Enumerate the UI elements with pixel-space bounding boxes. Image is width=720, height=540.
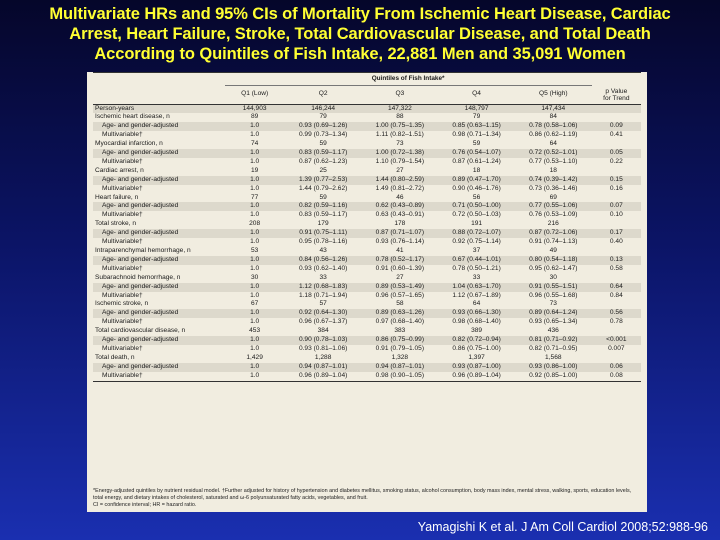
row-label: Multivariable† (102, 184, 143, 192)
table-cell: 191 (471, 220, 483, 228)
col-header-label (93, 86, 225, 105)
row-label: Age- and gender-adjusted (93, 283, 225, 292)
table-cell (592, 104, 641, 113)
col-header-q3: Q3 (362, 86, 439, 105)
table-cell: 0.97 (0.68–1.40) (375, 318, 425, 326)
results-table (93, 72, 641, 382)
table-cell: 1,429 (246, 353, 263, 361)
table-cell: 79 (319, 113, 327, 121)
table-cell: 1.0 (225, 176, 285, 185)
table-cell: 0.72 (0.52–1.01) (515, 149, 592, 158)
table-cell: 179 (317, 220, 329, 228)
table-cell: 384 (317, 327, 329, 335)
table-cell: 0.93 (0.81–1.06) (298, 344, 348, 352)
col-header-q5: Q5 (High) (515, 86, 592, 105)
table-cell: 43 (319, 247, 327, 254)
table-cell: 0.93 (0.86–1.00) (515, 363, 592, 372)
table-cell: 1.0 (225, 256, 285, 265)
table-cell: 0.96 (0.67–1.37) (298, 318, 348, 326)
table-cell: 1.04 (0.63–1.70) (438, 283, 515, 292)
table-cell: 33 (472, 273, 481, 281)
table-cell: 77 (250, 193, 259, 201)
table-cell: 59 (319, 140, 327, 148)
table-cell: 146,244 (285, 104, 362, 113)
section-count-row (93, 167, 641, 176)
table-cell: 0.92 (0.85–1.00) (515, 372, 592, 381)
table-cell: 0.58 (609, 264, 623, 272)
table-cell: 1.0 (225, 336, 285, 345)
table-cell: 73 (396, 140, 404, 148)
table-cell: 0.62 (0.43–0.89) (362, 202, 439, 211)
row-label: Age- and gender-adjusted (93, 256, 225, 265)
table-footnotes (93, 488, 641, 509)
table-cell: 1,288 (314, 353, 332, 361)
table-cell: 0.89 (0.47–1.70) (438, 176, 515, 185)
section-estimate-row (93, 185, 641, 194)
table-cell: 0.64 (592, 283, 641, 292)
table-cell: 0.63 (0.43–0.91) (375, 211, 425, 219)
table-cell: 0.90 (0.78–1.03) (285, 336, 362, 345)
col-header-q1: Q1 (Low) (225, 86, 285, 105)
table-cell: 89 (250, 113, 259, 121)
table-cell: 0.84 (609, 291, 623, 299)
table-cell: 0.80 (0.54–1.18) (515, 256, 592, 265)
section-estimate-row (93, 283, 641, 292)
table-cell: 0.96 (0.89–1.04) (438, 372, 515, 381)
section-estimate-row (93, 292, 641, 301)
table-cell: 1.00 (0.72–1.38) (362, 149, 439, 158)
table-cell: 0.92 (0.75–1.14) (452, 238, 501, 246)
table-cell: 0.76 (0.54–1.07) (438, 149, 515, 158)
section-estimate-row (93, 238, 641, 247)
table-cell: 144,903 (225, 104, 285, 113)
row-label: Ischemic stroke, n (95, 300, 149, 308)
row-label: Age- and gender-adjusted (93, 202, 225, 211)
table-cell: 74 (250, 140, 259, 148)
table-cell: 389 (471, 327, 483, 335)
table-cell: 0.86 (0.62–1.19) (529, 131, 578, 139)
col-header-p-value (592, 86, 641, 105)
section-estimate-row (93, 202, 641, 211)
table-cell: 1.0 (250, 264, 260, 272)
table-cell: 1.12 (0.67–1.89) (452, 291, 501, 299)
table-cell: 0.86 (0.75–1.00) (452, 344, 501, 352)
quintiles-header: Quintiles of Fish Intake* (225, 73, 592, 86)
table-cell: 0.06 (592, 363, 641, 372)
table-cell: 1.0 (250, 157, 260, 165)
section-estimate-row (93, 363, 641, 372)
table-cell: 1.0 (250, 344, 260, 352)
table-cell: 0.15 (592, 176, 641, 185)
table-cell: 0.92 (0.64–1.30) (285, 309, 362, 318)
table-cell: 0.87 (0.72–1.06) (515, 229, 592, 238)
section-estimate-row (93, 265, 641, 274)
footnote-adjustment: *Energy-adjusted quintiles by nutrient residual model. †Further adjusted for history of hypertension and diabetes mellitus, smoking status, alcohol consumption, body mass index, mental stress, walking, sports, education levels, total energy, and dietary intakes of cholesterol, saturated and ω-6 polyunsaturated fatty acids, vegetables, and fruit. (93, 488, 632, 501)
table-cell: 0.99 (0.73–1.34) (298, 131, 348, 139)
table-cell: 30 (549, 273, 557, 281)
table-cell: 27 (396, 166, 404, 174)
table-cell: 0.77 (0.53–1.10) (529, 157, 578, 165)
row-label: Age- and gender-adjusted (93, 229, 225, 238)
table-cell: 18 (472, 166, 481, 174)
p-value-line-1: p Value (605, 87, 628, 95)
table-cell: 0.05 (592, 149, 641, 158)
table-cell: 148,797 (438, 104, 515, 113)
section-estimate-row (93, 372, 641, 381)
table-cell: 0.78 (0.52–1.17) (362, 256, 439, 265)
table-cell: 1.0 (225, 283, 285, 292)
table-cell: 0.93 (0.69–1.26) (285, 122, 362, 131)
row-label: Age- and gender-adjusted (93, 149, 225, 158)
section-estimate-row (93, 229, 641, 238)
table-cell: 0.84 (0.56–1.26) (285, 256, 362, 265)
table-cell: 59 (472, 140, 481, 148)
table-cell: 1.0 (250, 131, 260, 139)
table-cell: 0.91 (0.79–1.05) (375, 344, 425, 352)
person-years-label: Person-years (93, 104, 225, 113)
table-cell: 0.13 (592, 256, 641, 265)
p-value-line-2: for Trend (603, 94, 630, 102)
table-cell: 1.0 (225, 309, 285, 318)
table-cell: 0.93 (0.62–1.40) (298, 264, 348, 272)
table-cell: 0.86 (0.75–0.99) (362, 336, 439, 345)
row-label: Age- and gender-adjusted (93, 336, 225, 345)
table-cell: 1.0 (225, 363, 285, 372)
table-cell: 0.78 (0.58–1.06) (515, 122, 592, 131)
title-line-1: Multivariate HRs and 95% CIs of Mortality From Ischemic Heart Disease, Cardiac (49, 5, 671, 23)
section-estimate-row (93, 256, 641, 265)
table-cell (592, 140, 641, 149)
table-cell: 0.93 (0.76–1.14) (375, 238, 425, 246)
table-cell: 147,322 (362, 104, 439, 113)
table-cell: 0.73 (0.36–1.46) (529, 184, 578, 192)
section-estimate-row (93, 211, 641, 220)
title-line-3: According to Quintiles of Fish Intake, 22,881 Men and 35,091 Women (94, 45, 626, 63)
table-cell: 33 (319, 273, 327, 281)
section-estimate-row (93, 131, 641, 140)
table-cell: 0.91 (0.60–1.39) (375, 264, 425, 272)
table-cell: 59 (319, 193, 327, 201)
table-cell: 178 (394, 220, 406, 228)
title-line-2: Arrest, Heart Failure, Stroke, Total Cardiovascular Disease, and Total Death (69, 25, 651, 43)
table-cell: 0.94 (0.87–1.01) (285, 363, 362, 372)
table-cell: 41 (396, 247, 404, 254)
table-cell: 0.93 (0.65–1.34) (529, 318, 578, 326)
table-cell: 0.83 (0.59–1.17) (298, 211, 348, 219)
table-cell: 1.18 (0.71–1.94) (298, 291, 348, 299)
table-cell: 0.90 (0.46–1.76) (452, 184, 501, 192)
table-cell: 1.0 (250, 184, 260, 192)
table-cell: 30 (250, 273, 259, 281)
table-cell (592, 327, 641, 336)
row-label: Heart failure, n (95, 193, 139, 201)
table-cell: 1.44 (0.79–2.62) (298, 184, 348, 192)
table-cell: 0.09 (592, 122, 641, 131)
table-cell: 0.007 (608, 344, 625, 352)
row-label: Age- and gender-adjusted (93, 309, 225, 318)
row-label: Myocardial infarction, n (95, 140, 163, 148)
section-count-row (93, 247, 641, 256)
column-header-row (93, 86, 641, 105)
person-years-row (93, 104, 641, 113)
table-cell: 1.12 (0.68–1.83) (285, 283, 362, 292)
row-label: Age- and gender-adjusted (93, 176, 225, 185)
table-cell: 0.85 (0.63–1.15) (438, 122, 515, 131)
table-cell: 0.93 (0.87–1.00) (438, 363, 515, 372)
row-label: Multivariable† (102, 238, 143, 246)
row-label: Multivariable† (102, 291, 143, 299)
table-cell: 0.96 (0.55–1.68) (529, 291, 578, 299)
table-cell: 0.40 (609, 238, 623, 246)
table-cell: 0.88 (0.72–1.07) (438, 229, 515, 238)
section-count-row (93, 274, 641, 283)
table-cell: 0.89 (0.53–1.49) (362, 283, 439, 292)
row-label: Intraparenchymal hemorrhage, n (95, 247, 191, 254)
col-header-q4: Q4 (438, 86, 515, 105)
results-table-card (87, 72, 647, 512)
table-cell: 1.0 (250, 318, 260, 326)
table-cell: 27 (396, 273, 404, 281)
table-cell: 0.82 (0.71–0.95) (529, 344, 578, 352)
table-cell: 0.91 (0.75–1.11) (285, 229, 362, 238)
section-count-row (93, 140, 641, 149)
table-cell: 0.89 (0.63–1.26) (362, 309, 439, 318)
table-cell (592, 274, 641, 283)
table-cell: 0.41 (609, 131, 623, 139)
table-cell (592, 194, 641, 203)
table-cell: 1.00 (0.75–1.35) (362, 122, 439, 131)
table-cell: 0.95 (0.78–1.16) (298, 238, 348, 246)
row-label: Multivariable† (102, 318, 143, 326)
section-estimate-row (93, 336, 641, 345)
table-cell: 58 (396, 300, 404, 308)
table-cell: 0.78 (609, 318, 623, 326)
section-count-row (93, 327, 641, 336)
section-count-row (93, 194, 641, 203)
table-cell: 0.82 (0.72–0.94) (438, 336, 515, 345)
table-cell: 216 (547, 220, 559, 228)
section-estimate-row (93, 122, 641, 131)
table-cell: 1.0 (250, 238, 260, 246)
table-cell: 1,328 (391, 353, 409, 361)
col-header-q2: Q2 (285, 86, 362, 105)
table-cell: 1.0 (225, 202, 285, 211)
row-label: Cardiac arrest, n (95, 166, 144, 174)
table-cell: 19 (250, 166, 259, 174)
table-cell: 1.0 (225, 149, 285, 158)
section-estimate-row (93, 318, 641, 327)
row-label: Multivariable† (93, 372, 225, 381)
table-cell: 0.93 (0.66–1.30) (438, 309, 515, 318)
table-cell: 0.87 (0.62–1.23) (298, 157, 348, 165)
table-cell: 25 (319, 166, 327, 174)
table-cell: 0.87 (0.61–1.24) (452, 157, 501, 165)
table-cell: 453 (249, 327, 261, 335)
section-count-row (93, 300, 641, 309)
table-cell: 0.95 (0.62–1.47) (529, 264, 578, 272)
table-cell: 49 (549, 247, 557, 254)
table-cell: 18 (549, 166, 557, 174)
footnote-abbreviations: CI = confidence interval; HR = hazard ratio. (93, 502, 197, 508)
table-cell: 0.10 (609, 211, 623, 219)
row-label: Age- and gender-adjusted (93, 122, 225, 131)
section-estimate-row (93, 158, 641, 167)
table-cell: 0.96 (0.89–1.04) (285, 372, 362, 381)
table-cell: 0.07 (592, 202, 641, 211)
group-header-row (93, 73, 641, 86)
table-cell: 1.10 (0.79–1.54) (375, 157, 425, 165)
table-cell: 0.22 (609, 157, 623, 165)
row-label: Total death, n (95, 353, 135, 361)
table-cell: 0.78 (0.50–1.21) (452, 264, 501, 272)
table-cell: 0.76 (0.53–1.09) (529, 211, 578, 219)
table-cell: 53 (250, 247, 259, 254)
slide-title (0, 4, 720, 64)
table-cell: 79 (472, 113, 481, 121)
table-cell: 1.0 (225, 372, 285, 381)
section-estimate-row (93, 176, 641, 185)
table-cell (592, 354, 641, 363)
row-label: Multivariable† (102, 157, 143, 165)
table-cell: 0.94 (0.87–1.01) (362, 363, 439, 372)
row-label: Multivariable† (102, 264, 143, 272)
table-cell (592, 247, 641, 256)
table-cell: 0.16 (609, 184, 623, 192)
table-cell: 64 (472, 300, 481, 308)
table-cell: 0.08 (592, 372, 641, 381)
table-cell: 0.91 (0.55–1.51) (515, 283, 592, 292)
row-label: Multivariable† (102, 211, 143, 219)
table-cell: 0.89 (0.64–1.24) (515, 309, 592, 318)
table-cell: 67 (250, 300, 259, 308)
table-cell (592, 113, 641, 122)
table-cell: 436 (547, 327, 559, 335)
row-label: Subarachnoid hemorrhage, n (95, 273, 181, 281)
table-cell: 57 (319, 300, 327, 308)
table-cell: 1.0 (250, 211, 260, 219)
table-cell: 0.71 (0.50–1.00) (438, 202, 515, 211)
table-cell: 56 (472, 193, 481, 201)
table-cell: 69 (549, 193, 557, 201)
section-count-row (93, 354, 641, 363)
table-cell: 0.72 (0.50–1.03) (452, 211, 501, 219)
row-label: Total cardiovascular disease, n (95, 327, 186, 335)
table-cell: 1,568 (545, 353, 562, 361)
table-cell: 37 (472, 247, 481, 254)
table-cell: 1.39 (0.77–2.53) (285, 176, 362, 185)
table-cell: 1.11 (0.82–1.51) (375, 131, 424, 139)
section-count-row (93, 220, 641, 229)
table-cell: 84 (549, 113, 557, 121)
table-cell: 0.67 (0.44–1.01) (438, 256, 515, 265)
section-estimate-row (93, 149, 641, 158)
table-cell: 46 (396, 193, 404, 201)
table-cell: 0.77 (0.55–1.06) (515, 202, 592, 211)
citation: Yamagishi K et al. J Am Coll Cardiol 2008;52:988-96 (417, 520, 708, 534)
row-label: Ischemic heart disease, n (95, 113, 170, 121)
table-cell: <0.001 (592, 336, 641, 345)
table-cell: 0.56 (592, 309, 641, 318)
table-cell: 0.83 (0.59–1.17) (285, 149, 362, 158)
table-cell: 1.49 (0.81–2.72) (375, 184, 425, 192)
table-cell: 208 (249, 220, 261, 228)
table-cell: 0.91 (0.74–1.13) (529, 238, 578, 246)
table-cell: 147,434 (515, 104, 592, 113)
row-label: Multivariable† (102, 344, 143, 352)
row-label: Multivariable† (102, 131, 143, 139)
table-cell: 383 (394, 327, 406, 335)
row-label: Total stroke, n (95, 220, 137, 228)
table-cell: 1.0 (225, 229, 285, 238)
table-cell: 1,397 (468, 353, 485, 361)
table-cell: 0.81 (0.71–0.92) (515, 336, 592, 345)
row-label: Age- and gender-adjusted (93, 363, 225, 372)
table-cell: 0.96 (0.57–1.65) (375, 291, 425, 299)
section-estimate-row (93, 345, 641, 354)
table-cell: 0.87 (0.71–1.07) (362, 229, 439, 238)
table-cell: 0.82 (0.59–1.16) (285, 202, 362, 211)
table-cell: 0.98 (0.68–1.40) (452, 318, 501, 326)
table-cell: 1.0 (250, 291, 260, 299)
table-cell: 0.17 (592, 229, 641, 238)
table-cell: 1.0 (225, 122, 285, 131)
section-count-row (93, 113, 641, 122)
table-cell (592, 167, 641, 176)
table-cell: 0.74 (0.39–1.42) (515, 176, 592, 185)
section-estimate-row (93, 309, 641, 318)
table-cell (592, 220, 641, 229)
table-cell: 0.98 (0.90–1.05) (362, 372, 439, 381)
table-cell: 1.44 (0.80–2.59) (362, 176, 439, 185)
table-cell: 73 (549, 300, 557, 308)
table-cell (592, 300, 641, 309)
table-cell: 0.98 (0.71–1.34) (452, 131, 501, 139)
table-cell: 88 (396, 113, 404, 121)
table-cell: 64 (549, 140, 557, 148)
